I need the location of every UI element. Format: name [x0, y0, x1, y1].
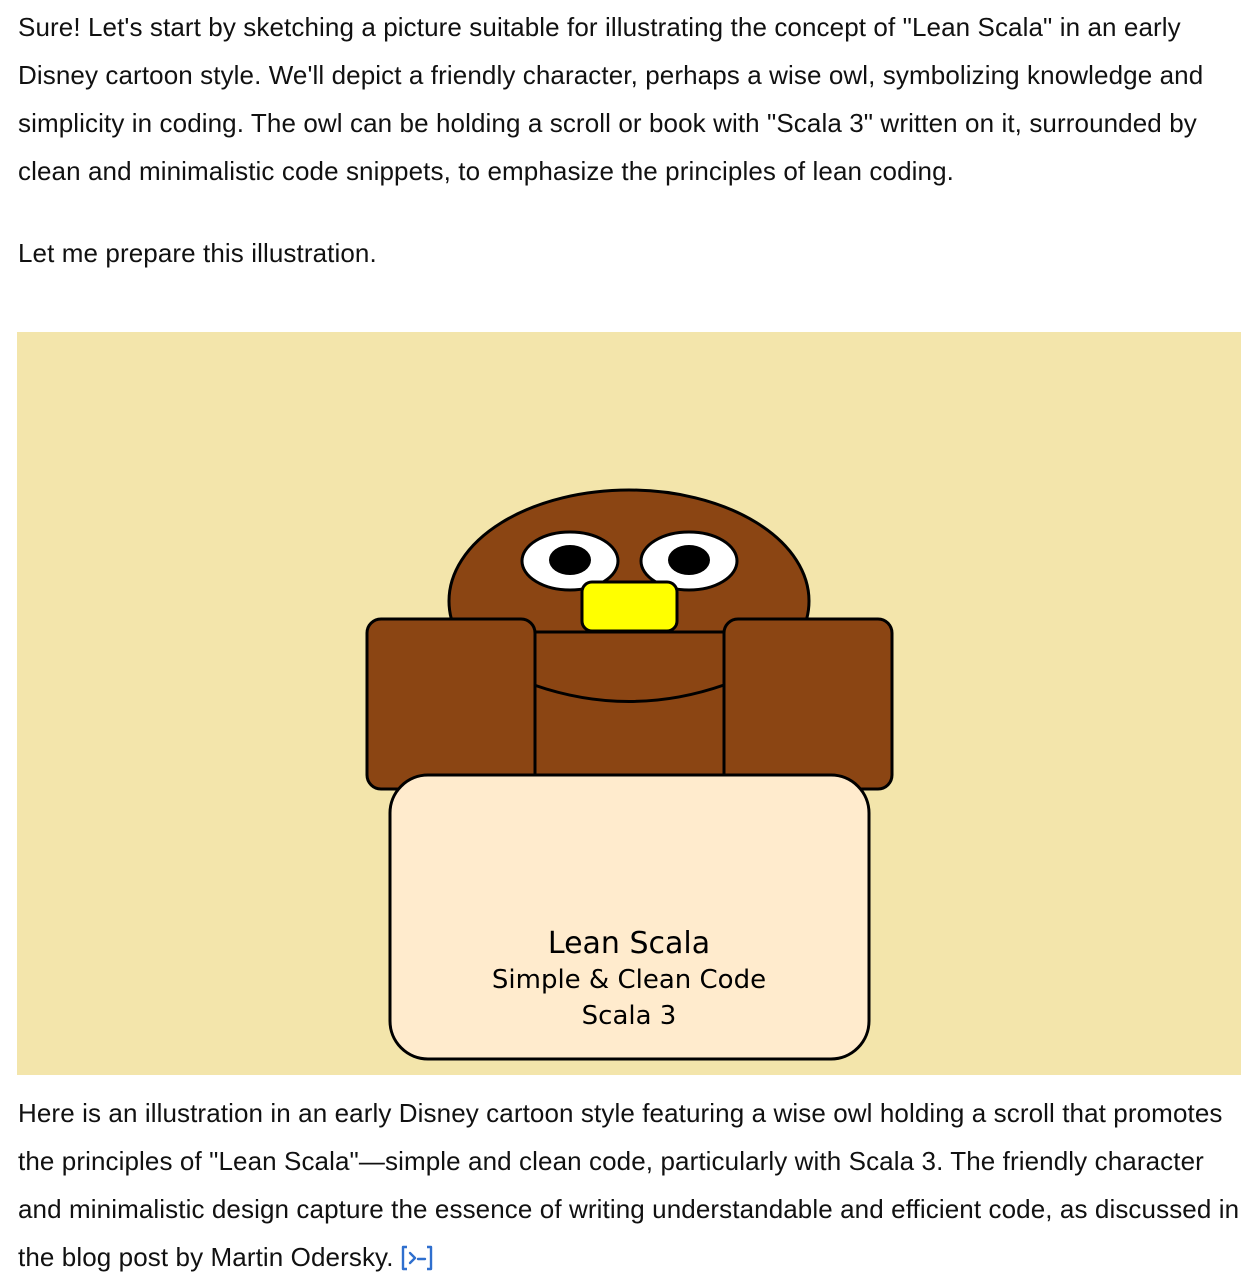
- outro-text: [18, 1089, 1242, 1286]
- owl-left-wing: [367, 619, 535, 789]
- scroll-title: Lean Scala: [547, 926, 711, 961]
- code-interpreter-icon[interactable]: [400, 1238, 434, 1286]
- owl-left-pupil: [549, 545, 591, 575]
- outro-text-content: Here is an illustration in an early Disney cartoon style featuring a wise owl holding a scroll that promotes the principles of "Lean Scala"—simple and clean code, particularly with Scala 3. The friendly character and minimalistic design capture the essence of writing understandable and efficient code, as discussed in the blog post by Martin Odersky.: [18, 1098, 1240, 1272]
- owl-right-pupil: [668, 545, 710, 575]
- scroll-subtitle: Simple & Clean Code: [491, 965, 767, 995]
- owl-beak: [582, 582, 677, 631]
- chat-message: [18, 0, 1242, 277]
- prepare-text: Let me prepare this illustration.: [18, 238, 377, 268]
- owl-illustration: [17, 332, 1241, 1075]
- intro-text: Sure! Let's start by sketching a picture suitable for illustrating the concept of "Lean Scala" in an early Disney cartoon style. We'll depict a friendly character, perhaps a wise owl, symbolizing knowledge and simplicity in coding. The owl can be holding a scroll or book with "Scala 3" written on it, surrounded by clean and minimalistic code snippets, to emphasize the principles of lean coding.: [18, 12, 1204, 186]
- scroll-version: Scala 3: [581, 1001, 677, 1031]
- owl-right-wing: [724, 619, 892, 789]
